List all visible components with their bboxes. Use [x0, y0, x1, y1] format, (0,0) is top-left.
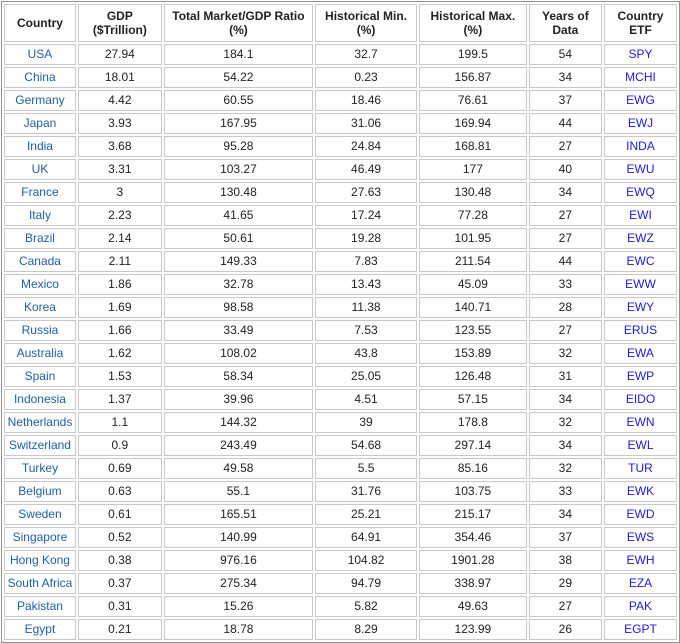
- cell-historical-max: 177: [419, 159, 527, 180]
- cell-historical-min: 0.23: [315, 67, 417, 88]
- cell-country-etf[interactable]: EWS: [604, 527, 677, 548]
- cell-country[interactable]: China: [4, 67, 76, 88]
- cell-gdp: 27.94: [78, 44, 162, 65]
- cell-market-gdp-ratio: 49.58: [164, 458, 313, 479]
- cell-historical-min: 7.83: [315, 251, 417, 272]
- cell-years-of-data: 33: [529, 481, 602, 502]
- cell-country-etf[interactable]: EWP: [604, 366, 677, 387]
- cell-gdp: 0.21: [78, 619, 162, 640]
- cell-gdp: 1.62: [78, 343, 162, 364]
- cell-country[interactable]: Italy: [4, 205, 76, 226]
- cell-historical-max: 169.94: [419, 113, 527, 134]
- cell-country[interactable]: Sweden: [4, 504, 76, 525]
- cell-gdp: 1.1: [78, 412, 162, 433]
- cell-historical-max: 126.48: [419, 366, 527, 387]
- cell-country[interactable]: Canada: [4, 251, 76, 272]
- cell-historical-max: 76.61: [419, 90, 527, 111]
- cell-historical-min: 8.29: [315, 619, 417, 640]
- cell-years-of-data: 27: [529, 320, 602, 341]
- header-gdp-line2: ($Trillion): [92, 23, 147, 37]
- table-row: [4, 44, 677, 65]
- header-years-of-data: [529, 4, 602, 42]
- cell-historical-min: 5.5: [315, 458, 417, 479]
- cell-gdp: 4.42: [78, 90, 162, 111]
- cell-historical-max: 85.16: [419, 458, 527, 479]
- cell-country-etf[interactable]: EWJ: [604, 113, 677, 134]
- cell-years-of-data: 33: [529, 274, 602, 295]
- cell-gdp: 0.31: [78, 596, 162, 617]
- cell-market-gdp-ratio: 60.55: [164, 90, 313, 111]
- cell-country[interactable]: Brazil: [4, 228, 76, 249]
- cell-years-of-data: 32: [529, 458, 602, 479]
- header-years-line1: Years of: [542, 9, 589, 23]
- cell-gdp: 3: [78, 182, 162, 203]
- cell-years-of-data: 44: [529, 113, 602, 134]
- cell-market-gdp-ratio: 39.96: [164, 389, 313, 410]
- cell-country-etf[interactable]: EWD: [604, 504, 677, 525]
- cell-country-etf[interactable]: MCHI: [604, 67, 677, 88]
- cell-historical-max: 156.87: [419, 67, 527, 88]
- cell-historical-min: 43.8: [315, 343, 417, 364]
- cell-country-etf[interactable]: EWC: [604, 251, 677, 272]
- cell-gdp: 0.9: [78, 435, 162, 456]
- cell-years-of-data: 32: [529, 412, 602, 433]
- cell-gdp: 2.23: [78, 205, 162, 226]
- cell-country[interactable]: Egypt: [4, 619, 76, 640]
- header-market-gdp-ratio: [164, 4, 313, 42]
- table-row: [4, 527, 677, 548]
- cell-market-gdp-ratio: 108.02: [164, 343, 313, 364]
- cell-market-gdp-ratio: 50.61: [164, 228, 313, 249]
- cell-historical-max: 101.95: [419, 228, 527, 249]
- cell-historical-max: 45.09: [419, 274, 527, 295]
- cell-country-etf[interactable]: EWL: [604, 435, 677, 456]
- cell-historical-min: 31.76: [315, 481, 417, 502]
- cell-historical-max: 199.5: [419, 44, 527, 65]
- cell-country-etf[interactable]: EWG: [604, 90, 677, 111]
- cell-market-gdp-ratio: 54.22: [164, 67, 313, 88]
- cell-market-gdp-ratio: 140.99: [164, 527, 313, 548]
- cell-historical-min: 39: [315, 412, 417, 433]
- cell-historical-max: 77.28: [419, 205, 527, 226]
- table-row: [4, 504, 677, 525]
- cell-market-gdp-ratio: 184.1: [164, 44, 313, 65]
- cell-years-of-data: 34: [529, 435, 602, 456]
- cell-country-etf[interactable]: INDA: [604, 136, 677, 157]
- cell-market-gdp-ratio: 41.65: [164, 205, 313, 226]
- cell-years-of-data: 32: [529, 343, 602, 364]
- cell-historical-min: 46.49: [315, 159, 417, 180]
- cell-historical-max: 1901.28: [419, 550, 527, 571]
- cell-country-etf[interactable]: SPY: [604, 44, 677, 65]
- cell-country-etf[interactable]: EWH: [604, 550, 677, 571]
- table-row: [4, 205, 677, 226]
- cell-market-gdp-ratio: 243.49: [164, 435, 313, 456]
- table-row: [4, 228, 677, 249]
- cell-gdp: 0.61: [78, 504, 162, 525]
- cell-gdp: 3.31: [78, 159, 162, 180]
- cell-historical-max: 123.55: [419, 320, 527, 341]
- cell-years-of-data: 27: [529, 228, 602, 249]
- cell-market-gdp-ratio: 144.32: [164, 412, 313, 433]
- cell-market-gdp-ratio: 32.78: [164, 274, 313, 295]
- cell-gdp: 1.86: [78, 274, 162, 295]
- cell-market-gdp-ratio: 976.16: [164, 550, 313, 571]
- header-country-etf: [604, 4, 677, 42]
- cell-market-gdp-ratio: 275.34: [164, 573, 313, 594]
- cell-historical-min: 11.38: [315, 297, 417, 318]
- cell-years-of-data: 26: [529, 619, 602, 640]
- cell-country-etf[interactable]: EWA: [604, 343, 677, 364]
- cell-country[interactable]: Hong Kong: [4, 550, 76, 571]
- header-etf-line1: Country: [617, 9, 664, 23]
- cell-years-of-data: 27: [529, 596, 602, 617]
- table-row: [4, 435, 677, 456]
- cell-historical-min: 17.24: [315, 205, 417, 226]
- header-gdp-line1: GDP: [106, 9, 133, 23]
- table-row: [4, 320, 677, 341]
- cell-historical-min: 25.21: [315, 504, 417, 525]
- cell-years-of-data: 54: [529, 44, 602, 65]
- cell-country-etf[interactable]: EWZ: [604, 228, 677, 249]
- cell-country-etf[interactable]: ERUS: [604, 320, 677, 341]
- cell-country[interactable]: France: [4, 182, 76, 203]
- cell-years-of-data: 34: [529, 67, 602, 88]
- cell-historical-min: 32.7: [315, 44, 417, 65]
- header-ratio-line1: Total Market/GDP Ratio: [172, 9, 305, 23]
- cell-country[interactable]: Spain: [4, 366, 76, 387]
- cell-historical-max: 140.71: [419, 297, 527, 318]
- cell-historical-max: 178.8: [419, 412, 527, 433]
- cell-country-etf[interactable]: EWI: [604, 205, 677, 226]
- cell-historical-max: 211.54: [419, 251, 527, 272]
- cell-years-of-data: 37: [529, 527, 602, 548]
- cell-historical-max: 103.75: [419, 481, 527, 502]
- cell-country[interactable]: UK: [4, 159, 76, 180]
- cell-historical-min: 25.05: [315, 366, 417, 387]
- cell-historical-max: 153.89: [419, 343, 527, 364]
- cell-country-etf[interactable]: EGPT: [604, 619, 677, 640]
- cell-historical-max: 354.46: [419, 527, 527, 548]
- table-row: [4, 182, 677, 203]
- table-row: [4, 113, 677, 134]
- cell-historical-max: 297.14: [419, 435, 527, 456]
- cell-market-gdp-ratio: 149.33: [164, 251, 313, 272]
- cell-historical-min: 18.46: [315, 90, 417, 111]
- header-max-line1: Historical Max.: [430, 9, 516, 23]
- cell-historical-max: 130.48: [419, 182, 527, 203]
- cell-market-gdp-ratio: 95.28: [164, 136, 313, 157]
- cell-market-gdp-ratio: 18.78: [164, 619, 313, 640]
- cell-years-of-data: 27: [529, 205, 602, 226]
- header-ratio-line2: (%): [229, 23, 248, 37]
- cell-years-of-data: 28: [529, 297, 602, 318]
- cell-market-gdp-ratio: 103.27: [164, 159, 313, 180]
- cell-country[interactable]: USA: [4, 44, 76, 65]
- cell-gdp: 3.93: [78, 113, 162, 134]
- cell-gdp: 2.11: [78, 251, 162, 272]
- table-row: [4, 481, 677, 502]
- cell-country-etf[interactable]: EWU: [604, 159, 677, 180]
- table-row: [4, 159, 677, 180]
- header-max-line2: (%): [463, 23, 483, 37]
- cell-country[interactable]: Switzerland: [4, 435, 76, 456]
- cell-historical-min: 94.79: [315, 573, 417, 594]
- cell-country[interactable]: Belgium: [4, 481, 76, 502]
- cell-historical-min: 64.91: [315, 527, 417, 548]
- table-row: [4, 458, 677, 479]
- market-gdp-table: [1, 1, 680, 643]
- cell-years-of-data: 29: [529, 573, 602, 594]
- cell-market-gdp-ratio: 33.49: [164, 320, 313, 341]
- table-row: [4, 297, 677, 318]
- table-row: [4, 619, 677, 640]
- cell-gdp: 1.37: [78, 389, 162, 410]
- cell-country-etf[interactable]: PAK: [604, 596, 677, 617]
- cell-historical-min: 19.28: [315, 228, 417, 249]
- cell-gdp: 0.63: [78, 481, 162, 502]
- header-row: [4, 4, 677, 42]
- table-row: [4, 251, 677, 272]
- table-row: [4, 90, 677, 111]
- cell-country[interactable]: Singapore: [4, 527, 76, 548]
- cell-country[interactable]: Russia: [4, 320, 76, 341]
- cell-historical-max: 123.99: [419, 619, 527, 640]
- cell-years-of-data: 34: [529, 389, 602, 410]
- cell-years-of-data: 37: [529, 90, 602, 111]
- table-row: [4, 67, 677, 88]
- cell-gdp: 1.69: [78, 297, 162, 318]
- cell-historical-max: 338.97: [419, 573, 527, 594]
- cell-historical-max: 49.63: [419, 596, 527, 617]
- cell-years-of-data: 34: [529, 182, 602, 203]
- cell-years-of-data: 31: [529, 366, 602, 387]
- table-row: [4, 573, 677, 594]
- cell-gdp: 0.52: [78, 527, 162, 548]
- cell-market-gdp-ratio: 15.26: [164, 596, 313, 617]
- table-row: [4, 550, 677, 571]
- cell-gdp: 0.69: [78, 458, 162, 479]
- cell-gdp: 2.14: [78, 228, 162, 249]
- cell-historical-max: 168.81: [419, 136, 527, 157]
- cell-country[interactable]: Japan: [4, 113, 76, 134]
- table-row: [4, 274, 677, 295]
- cell-historical-min: 31.06: [315, 113, 417, 134]
- header-years-line2: Data: [552, 23, 579, 37]
- table-body: [4, 44, 677, 640]
- cell-country-etf[interactable]: EWW: [604, 274, 677, 295]
- cell-country-etf[interactable]: EWK: [604, 481, 677, 502]
- cell-country-etf[interactable]: TUR: [604, 458, 677, 479]
- cell-country[interactable]: Mexico: [4, 274, 76, 295]
- table-row: [4, 389, 677, 410]
- cell-historical-max: 215.17: [419, 504, 527, 525]
- cell-country[interactable]: Turkey: [4, 458, 76, 479]
- table-row: [4, 343, 677, 364]
- cell-historical-min: 4.51: [315, 389, 417, 410]
- cell-historical-min: 7.53: [315, 320, 417, 341]
- cell-country-etf[interactable]: EIDO: [604, 389, 677, 410]
- cell-historical-min: 54.68: [315, 435, 417, 456]
- header-gdp: [78, 4, 162, 42]
- cell-market-gdp-ratio: 58.34: [164, 366, 313, 387]
- cell-historical-min: 27.63: [315, 182, 417, 203]
- header-country-line1: Country: [16, 16, 63, 30]
- cell-historical-max: 57.15: [419, 389, 527, 410]
- header-country: [4, 4, 76, 42]
- cell-market-gdp-ratio: 167.95: [164, 113, 313, 134]
- cell-country-etf[interactable]: EWQ: [604, 182, 677, 203]
- header-etf-line2: ETF: [629, 23, 652, 37]
- header-historical-min: [315, 4, 417, 42]
- cell-country-etf[interactable]: EWN: [604, 412, 677, 433]
- cell-country[interactable]: South Africa: [4, 573, 76, 594]
- cell-country[interactable]: Pakistan: [4, 596, 76, 617]
- cell-historical-min: 24.84: [315, 136, 417, 157]
- cell-country[interactable]: India: [4, 136, 76, 157]
- cell-country[interactable]: Germany: [4, 90, 76, 111]
- cell-market-gdp-ratio: 130.48: [164, 182, 313, 203]
- header-historical-max: [419, 4, 527, 42]
- cell-country[interactable]: Indonesia: [4, 389, 76, 410]
- cell-market-gdp-ratio: 165.51: [164, 504, 313, 525]
- cell-country-etf[interactable]: EZA: [604, 573, 677, 594]
- cell-years-of-data: 34: [529, 504, 602, 525]
- cell-gdp: 1.66: [78, 320, 162, 341]
- cell-gdp: 0.38: [78, 550, 162, 571]
- cell-gdp: 1.53: [78, 366, 162, 387]
- cell-years-of-data: 38: [529, 550, 602, 571]
- cell-country[interactable]: Netherlands: [4, 412, 76, 433]
- cell-country[interactable]: Australia: [4, 343, 76, 364]
- cell-years-of-data: 27: [529, 136, 602, 157]
- cell-gdp: 0.37: [78, 573, 162, 594]
- cell-historical-min: 13.43: [315, 274, 417, 295]
- header-min-line1: Historical Min.: [325, 9, 408, 23]
- cell-gdp: 18.01: [78, 67, 162, 88]
- cell-country-etf[interactable]: EWY: [604, 297, 677, 318]
- cell-country[interactable]: Korea: [4, 297, 76, 318]
- table-row: [4, 136, 677, 157]
- cell-historical-min: 104.82: [315, 550, 417, 571]
- table-header: [4, 4, 677, 42]
- cell-historical-min: 5.82: [315, 596, 417, 617]
- header-min-line2: (%): [356, 23, 376, 37]
- table-row: [4, 366, 677, 387]
- cell-market-gdp-ratio: 55.1: [164, 481, 313, 502]
- cell-years-of-data: 40: [529, 159, 602, 180]
- cell-market-gdp-ratio: 98.58: [164, 297, 313, 318]
- table-row: [4, 412, 677, 433]
- table-row: [4, 596, 677, 617]
- cell-gdp: 3.68: [78, 136, 162, 157]
- cell-years-of-data: 44: [529, 251, 602, 272]
